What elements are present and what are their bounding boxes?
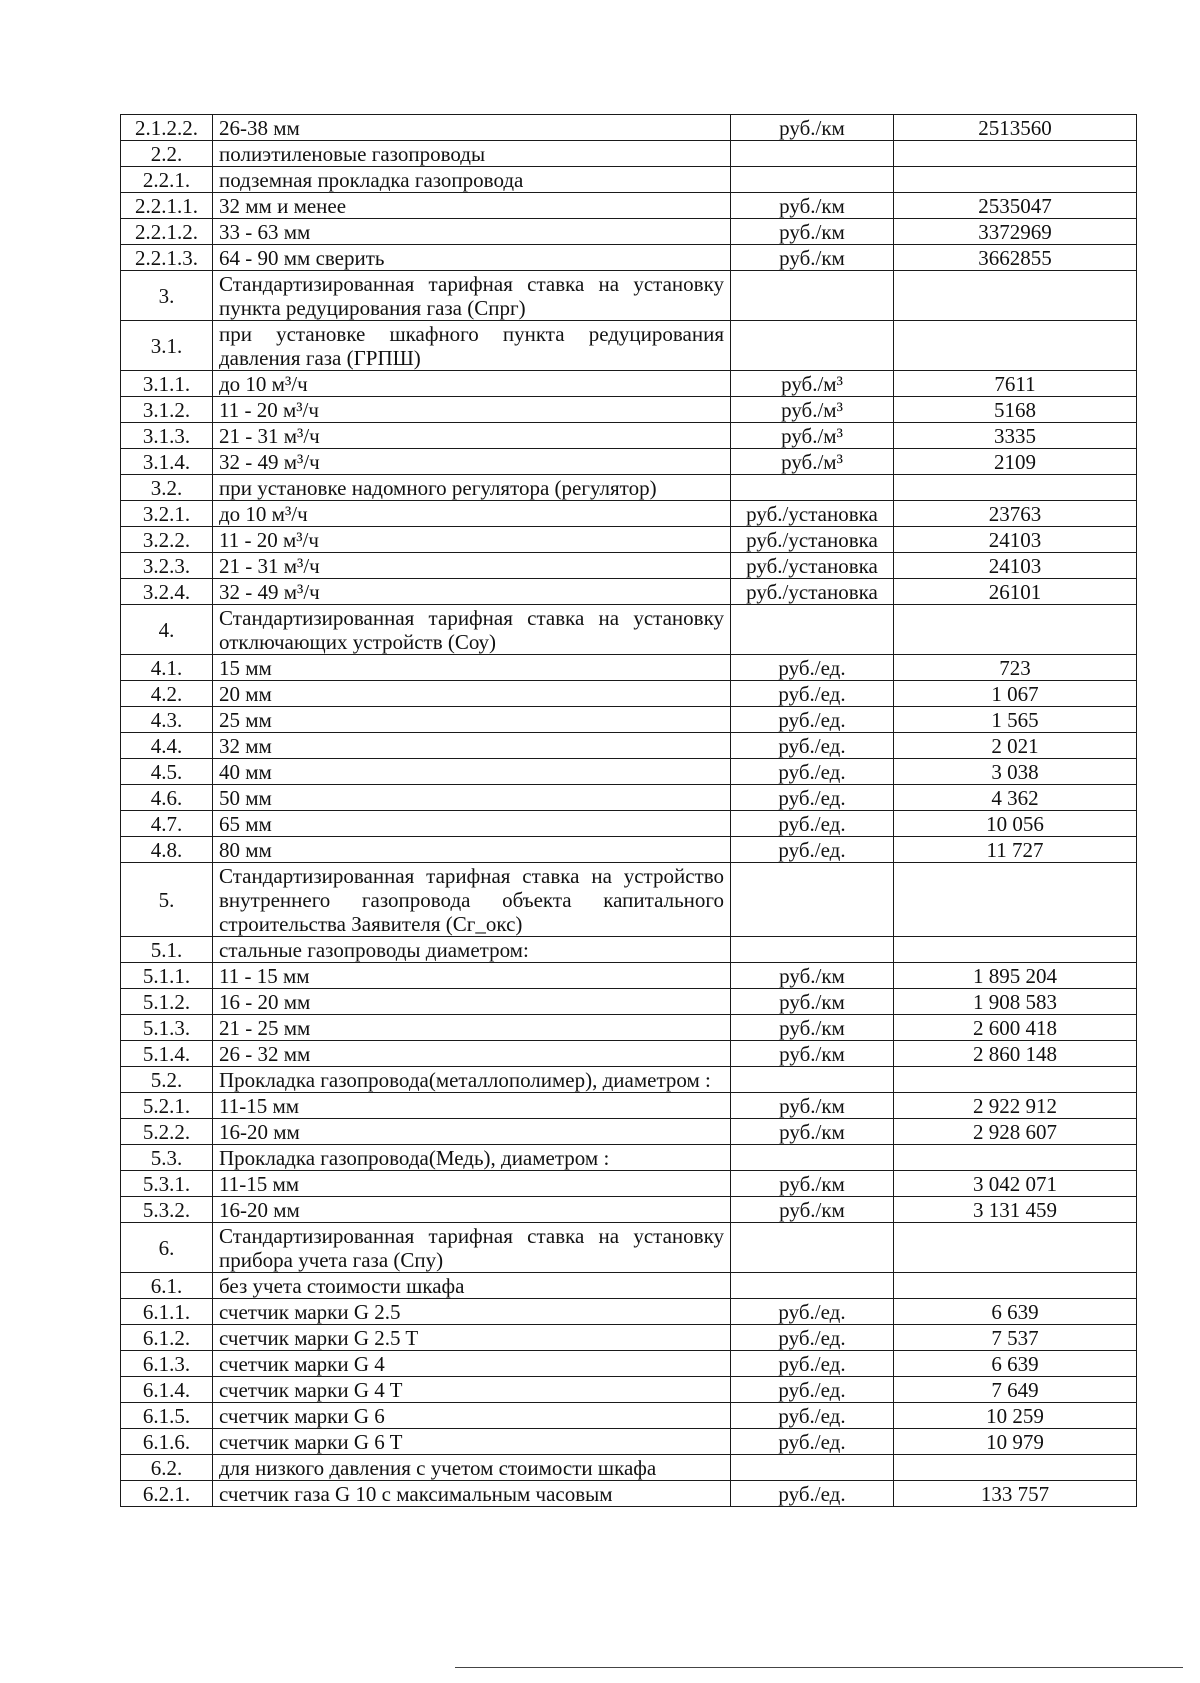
row-unit-cell: руб./км xyxy=(731,1041,894,1067)
row-value-cell: 2 928 607 xyxy=(894,1119,1137,1145)
row-name-cell: 64 - 90 мм сверить xyxy=(213,245,731,271)
row-number-cell: 6.1.4. xyxy=(121,1377,213,1403)
table-row xyxy=(121,579,1137,605)
row-name-cell: 11 - 20 м³/ч xyxy=(213,397,731,423)
row-number-cell: 4.6. xyxy=(121,785,213,811)
row-unit-cell: руб./км xyxy=(731,245,894,271)
row-unit-cell: руб./ед. xyxy=(731,759,894,785)
row-number-cell: 5. xyxy=(121,863,213,937)
row-number-cell: 6.1.1. xyxy=(121,1299,213,1325)
row-number-cell: 3.1.2. xyxy=(121,397,213,423)
table-row xyxy=(121,1093,1137,1119)
row-number-cell: 2.2.1. xyxy=(121,167,213,193)
row-number-cell: 3.2.4. xyxy=(121,579,213,605)
row-value-cell xyxy=(894,1455,1137,1481)
row-name-cell: для низкого давления с учетом стоимости шкафа xyxy=(213,1455,731,1481)
table-row xyxy=(121,167,1137,193)
table-row xyxy=(121,785,1137,811)
row-number-cell: 5.3.1. xyxy=(121,1171,213,1197)
row-number-cell: 5.2.1. xyxy=(121,1093,213,1119)
row-unit-cell: руб./км xyxy=(731,219,894,245)
row-number-cell: 3.1.3. xyxy=(121,423,213,449)
table-row xyxy=(121,141,1137,167)
row-name-cell: 20 мм xyxy=(213,681,731,707)
table-row xyxy=(121,707,1137,733)
row-name-cell: 32 мм и менее xyxy=(213,193,731,219)
row-value-cell xyxy=(894,605,1137,655)
row-name-cell: 11-15 мм xyxy=(213,1171,731,1197)
row-name-cell: Стандартизированная тарифная ставка на установку прибора учета газа (Спу) xyxy=(213,1223,731,1273)
row-name-cell: до 10 м³/ч xyxy=(213,371,731,397)
row-unit-cell xyxy=(731,271,894,321)
row-unit-cell xyxy=(731,1273,894,1299)
row-unit-cell: руб./ед. xyxy=(731,733,894,759)
row-unit-cell: руб./ед. xyxy=(731,811,894,837)
table-row xyxy=(121,1377,1137,1403)
row-unit-cell: руб./ед. xyxy=(731,655,894,681)
table-row xyxy=(121,271,1137,321)
row-name-cell: 40 мм xyxy=(213,759,731,785)
table-row xyxy=(121,115,1137,141)
table-row xyxy=(121,605,1137,655)
row-name-cell: полиэтиленовые газопроводы xyxy=(213,141,731,167)
row-number-cell: 5.3. xyxy=(121,1145,213,1171)
row-number-cell: 4.4. xyxy=(121,733,213,759)
table-row xyxy=(121,759,1137,785)
row-name-cell: 32 - 49 м³/ч xyxy=(213,579,731,605)
tariff-table-body xyxy=(121,115,1137,1507)
row-value-cell: 7 537 xyxy=(894,1325,1137,1351)
table-row xyxy=(121,1351,1137,1377)
row-number-cell: 3.1.4. xyxy=(121,449,213,475)
row-number-cell: 3. xyxy=(121,271,213,321)
row-name-cell: без учета стоимости шкафа xyxy=(213,1273,731,1299)
row-unit-cell: руб./ед. xyxy=(731,837,894,863)
row-name-cell: 26-38 мм xyxy=(213,115,731,141)
row-unit-cell: руб./км xyxy=(731,193,894,219)
row-value-cell xyxy=(894,1067,1137,1093)
table-row xyxy=(121,1273,1137,1299)
row-value-cell: 2109 xyxy=(894,449,1137,475)
row-name-cell: счетчик марки G 2.5 xyxy=(213,1299,731,1325)
row-number-cell: 2.2. xyxy=(121,141,213,167)
table-row xyxy=(121,475,1137,501)
row-value-cell: 2 021 xyxy=(894,733,1137,759)
row-unit-cell: руб./ед. xyxy=(731,1481,894,1507)
row-value-cell: 23763 xyxy=(894,501,1137,527)
table-row xyxy=(121,1041,1137,1067)
row-name-cell: 11-15 мм xyxy=(213,1093,731,1119)
row-name-cell: до 10 м³/ч xyxy=(213,501,731,527)
row-unit-cell: руб./км xyxy=(731,1015,894,1041)
row-value-cell xyxy=(894,475,1137,501)
row-value-cell: 2 600 418 xyxy=(894,1015,1137,1041)
row-value-cell: 7 649 xyxy=(894,1377,1137,1403)
row-number-cell: 3.2.2. xyxy=(121,527,213,553)
row-name-cell: 16-20 мм xyxy=(213,1197,731,1223)
row-unit-cell xyxy=(731,1145,894,1171)
row-value-cell xyxy=(894,1273,1137,1299)
row-number-cell: 3.1. xyxy=(121,321,213,371)
row-name-cell: 21 - 31 м³/ч xyxy=(213,553,731,579)
row-number-cell: 6.2.1. xyxy=(121,1481,213,1507)
row-unit-cell: руб./ед. xyxy=(731,1403,894,1429)
row-number-cell: 6.2. xyxy=(121,1455,213,1481)
row-name-cell: счетчик газа G 10 с максимальным часовым xyxy=(213,1481,731,1507)
row-name-cell: счетчик марки G 4 T xyxy=(213,1377,731,1403)
row-name-cell: 32 мм xyxy=(213,733,731,759)
row-unit-cell: руб./установка xyxy=(731,527,894,553)
row-number-cell: 5.3.2. xyxy=(121,1197,213,1223)
table-row xyxy=(121,1171,1137,1197)
row-value-cell xyxy=(894,141,1137,167)
row-unit-cell: руб./ед. xyxy=(731,1429,894,1455)
row-value-cell: 2513560 xyxy=(894,115,1137,141)
row-name-cell: Прокладка газопровода(металлополимер), диаметром : xyxy=(213,1067,731,1093)
row-number-cell: 3.2.1. xyxy=(121,501,213,527)
row-unit-cell: руб./м³ xyxy=(731,423,894,449)
row-number-cell: 4.3. xyxy=(121,707,213,733)
table-row xyxy=(121,1325,1137,1351)
row-value-cell: 2 922 912 xyxy=(894,1093,1137,1119)
tariff-table xyxy=(120,114,1137,1507)
row-name-cell: 16-20 мм xyxy=(213,1119,731,1145)
table-row xyxy=(121,501,1137,527)
row-value-cell: 11 727 xyxy=(894,837,1137,863)
row-value-cell: 24103 xyxy=(894,527,1137,553)
row-number-cell: 4.1. xyxy=(121,655,213,681)
row-name-cell: счетчик марки G 6 xyxy=(213,1403,731,1429)
row-name-cell: счетчик марки G 4 xyxy=(213,1351,731,1377)
table-row xyxy=(121,527,1137,553)
row-unit-cell xyxy=(731,1455,894,1481)
row-unit-cell xyxy=(731,167,894,193)
row-value-cell: 26101 xyxy=(894,579,1137,605)
row-unit-cell: руб./установка xyxy=(731,553,894,579)
row-name-cell: 80 мм xyxy=(213,837,731,863)
table-row xyxy=(121,937,1137,963)
row-number-cell: 2.2.1.3. xyxy=(121,245,213,271)
row-unit-cell: руб./м³ xyxy=(731,371,894,397)
row-name-cell: 16 - 20 мм xyxy=(213,989,731,1015)
table-row xyxy=(121,193,1137,219)
row-number-cell: 2.2.1.2. xyxy=(121,219,213,245)
table-row xyxy=(121,655,1137,681)
table-row xyxy=(121,245,1137,271)
row-name-cell: 21 - 25 мм xyxy=(213,1015,731,1041)
row-unit-cell: руб./ед. xyxy=(731,1325,894,1351)
row-unit-cell xyxy=(731,321,894,371)
row-number-cell: 5.1. xyxy=(121,937,213,963)
row-name-cell: 15 мм xyxy=(213,655,731,681)
row-value-cell: 4 362 xyxy=(894,785,1137,811)
table-row xyxy=(121,1223,1137,1273)
row-value-cell: 3372969 xyxy=(894,219,1137,245)
row-name-cell: счетчик марки G 6 T xyxy=(213,1429,731,1455)
row-unit-cell: руб./установка xyxy=(731,501,894,527)
row-value-cell: 3 131 459 xyxy=(894,1197,1137,1223)
row-value-cell: 24103 xyxy=(894,553,1137,579)
row-value-cell: 133 757 xyxy=(894,1481,1137,1507)
row-name-cell: 33 - 63 мм xyxy=(213,219,731,245)
row-value-cell: 3 038 xyxy=(894,759,1137,785)
row-value-cell: 1 565 xyxy=(894,707,1137,733)
row-number-cell: 5.1.2. xyxy=(121,989,213,1015)
row-unit-cell xyxy=(731,1067,894,1093)
table-row xyxy=(121,1403,1137,1429)
row-number-cell: 4.5. xyxy=(121,759,213,785)
table-row xyxy=(121,863,1137,937)
row-name-cell: при установке шкафного пункта редуцирования давления газа (ГРПШ) xyxy=(213,321,731,371)
row-unit-cell: руб./км xyxy=(731,115,894,141)
row-unit-cell: руб./ед. xyxy=(731,1377,894,1403)
row-number-cell: 5.1.4. xyxy=(121,1041,213,1067)
table-row xyxy=(121,1299,1137,1325)
row-value-cell: 1 895 204 xyxy=(894,963,1137,989)
table-row xyxy=(121,553,1137,579)
table-row xyxy=(121,681,1137,707)
row-name-cell: 11 - 20 м³/ч xyxy=(213,527,731,553)
row-unit-cell: руб./ед. xyxy=(731,785,894,811)
table-row xyxy=(121,397,1137,423)
row-unit-cell xyxy=(731,475,894,501)
row-name-cell: Прокладка газопровода(Медь), диаметром : xyxy=(213,1145,731,1171)
row-name-cell: 32 - 49 м³/ч xyxy=(213,449,731,475)
row-value-cell: 10 979 xyxy=(894,1429,1137,1455)
row-name-cell: счетчик марки G 2.5 T xyxy=(213,1325,731,1351)
row-value-cell xyxy=(894,863,1137,937)
tariff-table-page xyxy=(120,114,1136,1507)
row-value-cell xyxy=(894,1145,1137,1171)
row-name-cell: при установке надомного регулятора (регулятор) xyxy=(213,475,731,501)
row-value-cell: 1 908 583 xyxy=(894,989,1137,1015)
table-row xyxy=(121,1429,1137,1455)
row-unit-cell: руб./ед. xyxy=(731,707,894,733)
row-value-cell: 2 860 148 xyxy=(894,1041,1137,1067)
table-row xyxy=(121,733,1137,759)
row-name-cell: Стандартизированная тарифная ставка на устройство внутреннего газопровода объекта капитального строительства Заявителя (Сг_окс) xyxy=(213,863,731,937)
table-row xyxy=(121,963,1137,989)
row-value-cell xyxy=(894,167,1137,193)
table-row xyxy=(121,449,1137,475)
row-name-cell: подземная прокладка газопровода xyxy=(213,167,731,193)
row-unit-cell: руб./км xyxy=(731,1119,894,1145)
row-name-cell: 50 мм xyxy=(213,785,731,811)
row-value-cell: 2535047 xyxy=(894,193,1137,219)
row-unit-cell xyxy=(731,605,894,655)
row-number-cell: 6.1.3. xyxy=(121,1351,213,1377)
row-value-cell xyxy=(894,321,1137,371)
table-row xyxy=(121,811,1137,837)
row-number-cell: 2.2.1.1. xyxy=(121,193,213,219)
row-value-cell: 5168 xyxy=(894,397,1137,423)
row-unit-cell: руб./ед. xyxy=(731,1351,894,1377)
row-unit-cell: руб./ед. xyxy=(731,1299,894,1325)
table-row xyxy=(121,1119,1137,1145)
row-number-cell: 6.1.2. xyxy=(121,1325,213,1351)
table-row xyxy=(121,1197,1137,1223)
row-unit-cell: руб./км xyxy=(731,963,894,989)
table-row xyxy=(121,1067,1137,1093)
table-row xyxy=(121,371,1137,397)
row-name-cell: Стандартизированная тарифная ставка на установку отключающих устройств (Соу) xyxy=(213,605,731,655)
row-number-cell: 3.2.3. xyxy=(121,553,213,579)
row-name-cell: 11 - 15 мм xyxy=(213,963,731,989)
row-value-cell xyxy=(894,271,1137,321)
row-number-cell: 4.2. xyxy=(121,681,213,707)
row-unit-cell: руб./ед. xyxy=(731,681,894,707)
row-number-cell: 4. xyxy=(121,605,213,655)
row-value-cell: 3335 xyxy=(894,423,1137,449)
table-row xyxy=(121,1145,1137,1171)
row-number-cell: 6. xyxy=(121,1223,213,1273)
row-number-cell: 6.1.6. xyxy=(121,1429,213,1455)
table-row xyxy=(121,423,1137,449)
row-number-cell: 3.1.1. xyxy=(121,371,213,397)
row-number-cell: 5.1.3. xyxy=(121,1015,213,1041)
row-value-cell: 1 067 xyxy=(894,681,1137,707)
row-name-cell: Стандартизированная тарифная ставка на установку пункта редуцирования газа (Спрг) xyxy=(213,271,731,321)
row-value-cell xyxy=(894,937,1137,963)
table-row xyxy=(121,321,1137,371)
row-unit-cell: руб./км xyxy=(731,1197,894,1223)
row-number-cell: 6.1. xyxy=(121,1273,213,1299)
row-number-cell: 5.1.1. xyxy=(121,963,213,989)
row-value-cell xyxy=(894,1223,1137,1273)
table-row xyxy=(121,1455,1137,1481)
row-unit-cell xyxy=(731,1223,894,1273)
row-value-cell: 10 056 xyxy=(894,811,1137,837)
row-value-cell: 3662855 xyxy=(894,245,1137,271)
row-unit-cell: руб./м³ xyxy=(731,397,894,423)
row-unit-cell xyxy=(731,937,894,963)
row-number-cell: 4.7. xyxy=(121,811,213,837)
table-row xyxy=(121,1481,1137,1507)
table-row xyxy=(121,219,1137,245)
row-name-cell: 26 - 32 мм xyxy=(213,1041,731,1067)
row-unit-cell: руб./км xyxy=(731,1171,894,1197)
row-number-cell: 6.1.5. xyxy=(121,1403,213,1429)
row-unit-cell: руб./м³ xyxy=(731,449,894,475)
footer-rule xyxy=(455,1667,1183,1668)
row-unit-cell: руб./установка xyxy=(731,579,894,605)
table-row xyxy=(121,1015,1137,1041)
row-value-cell: 7611 xyxy=(894,371,1137,397)
table-row xyxy=(121,837,1137,863)
row-name-cell: стальные газопроводы диаметром: xyxy=(213,937,731,963)
row-value-cell: 10 259 xyxy=(894,1403,1137,1429)
row-unit-cell xyxy=(731,141,894,167)
row-number-cell: 4.8. xyxy=(121,837,213,863)
row-number-cell: 5.2. xyxy=(121,1067,213,1093)
row-value-cell: 6 639 xyxy=(894,1299,1137,1325)
row-unit-cell xyxy=(731,863,894,937)
table-row xyxy=(121,989,1137,1015)
row-name-cell: 25 мм xyxy=(213,707,731,733)
row-value-cell: 6 639 xyxy=(894,1351,1137,1377)
row-number-cell: 2.1.2.2. xyxy=(121,115,213,141)
row-value-cell: 3 042 071 xyxy=(894,1171,1137,1197)
row-value-cell: 723 xyxy=(894,655,1137,681)
row-name-cell: 21 - 31 м³/ч xyxy=(213,423,731,449)
row-unit-cell: руб./км xyxy=(731,1093,894,1119)
row-number-cell: 3.2. xyxy=(121,475,213,501)
row-name-cell: 65 мм xyxy=(213,811,731,837)
row-unit-cell: руб./км xyxy=(731,989,894,1015)
row-number-cell: 5.2.2. xyxy=(121,1119,213,1145)
